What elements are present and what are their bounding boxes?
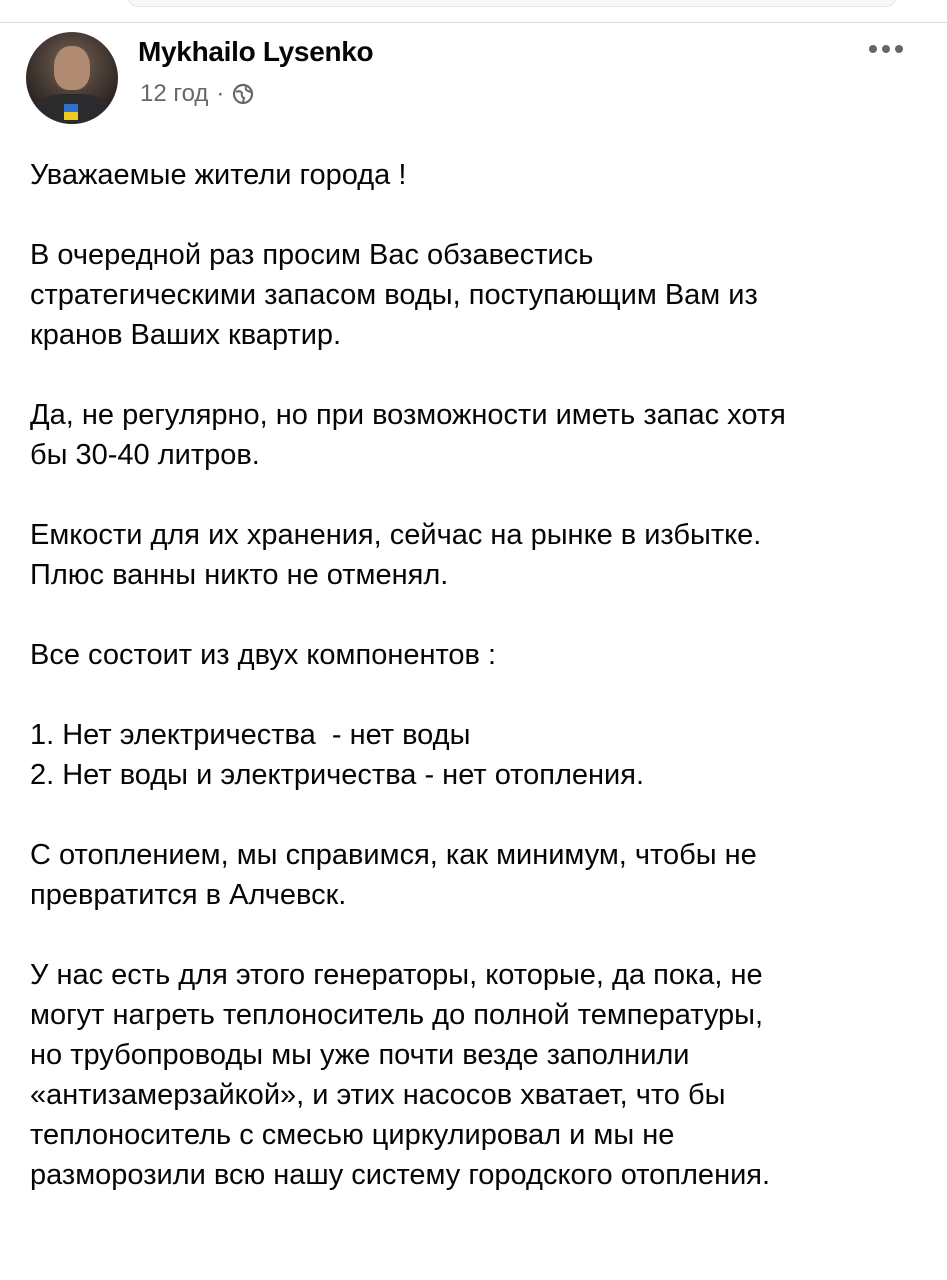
comment-box-edge[interactable]: [128, 0, 896, 7]
list-item: 2. Нет воды и электричества - нет отопления.: [30, 759, 644, 791]
top-bar: [0, 0, 947, 23]
text-line: Плюс ванны никто не отменял.: [30, 559, 449, 591]
paragraph-generators: [30, 955, 920, 1195]
text-line: превратится в Алчевск.: [30, 879, 347, 911]
paragraph-components: [30, 635, 920, 675]
globe-icon: [232, 83, 254, 105]
paragraph-greeting: [30, 155, 920, 195]
more-options-button[interactable]: [860, 36, 912, 62]
paragraph-request: [30, 235, 920, 355]
paragraph-containers: [30, 515, 920, 595]
text-line: стратегическими запасом воды, поступающим Вам из: [30, 279, 758, 311]
text-line: В очередной раз просим Вас обзавестись: [30, 239, 594, 271]
post-text: [30, 155, 920, 1195]
text-line: бы 30-40 литров.: [30, 439, 260, 471]
post-meta: [140, 80, 254, 108]
text-line: могут нагреть теплоноситель до полной температуры,: [30, 999, 764, 1031]
meta-separator: ·: [216, 80, 225, 107]
text-line: У нас есть для этого генераторы, которые, да пока, не: [30, 959, 763, 991]
paragraph-list: [30, 715, 920, 795]
post-header: [0, 22, 947, 132]
text-line: С отоплением, мы справимся, как минимум, чтобы не: [30, 839, 757, 871]
text-line: Уважаемые жители города !: [30, 159, 407, 191]
post-time[interactable]: 12 год: [140, 80, 209, 107]
flag-pin-blue: [64, 104, 78, 112]
avatar[interactable]: [26, 32, 118, 124]
paragraph-heating: [30, 835, 920, 915]
more-options-dot: [882, 45, 890, 53]
paragraph-amount: [30, 395, 920, 475]
more-options-icon: [869, 45, 877, 53]
list-item: 1. Нет электричества - нет воды: [30, 719, 471, 751]
more-options-dot: [895, 45, 903, 53]
text-line: Да, не регулярно, но при возможности иметь запас хотя: [30, 399, 786, 431]
avatar-face: [54, 46, 90, 90]
text-line: «антизамерзайкой», и этих насосов хватает, что бы: [30, 1079, 726, 1111]
text-line: Емкости для их хранения, сейчас на рынке в избытке.: [30, 519, 762, 551]
text-line: Все состоит из двух компонентов :: [30, 639, 497, 671]
flag-pin-yellow: [64, 112, 78, 120]
text-line: разморозили всю нашу систему городского отопления.: [30, 1159, 771, 1191]
text-line: кранов Ваших квартир.: [30, 319, 342, 351]
text-line: теплоноситель с смесью циркулировал и мы не: [30, 1119, 675, 1151]
author-name[interactable]: Mykhailo Lysenko: [138, 36, 374, 67]
text-line: но трубопроводы мы уже почти везде заполнили: [30, 1039, 690, 1071]
